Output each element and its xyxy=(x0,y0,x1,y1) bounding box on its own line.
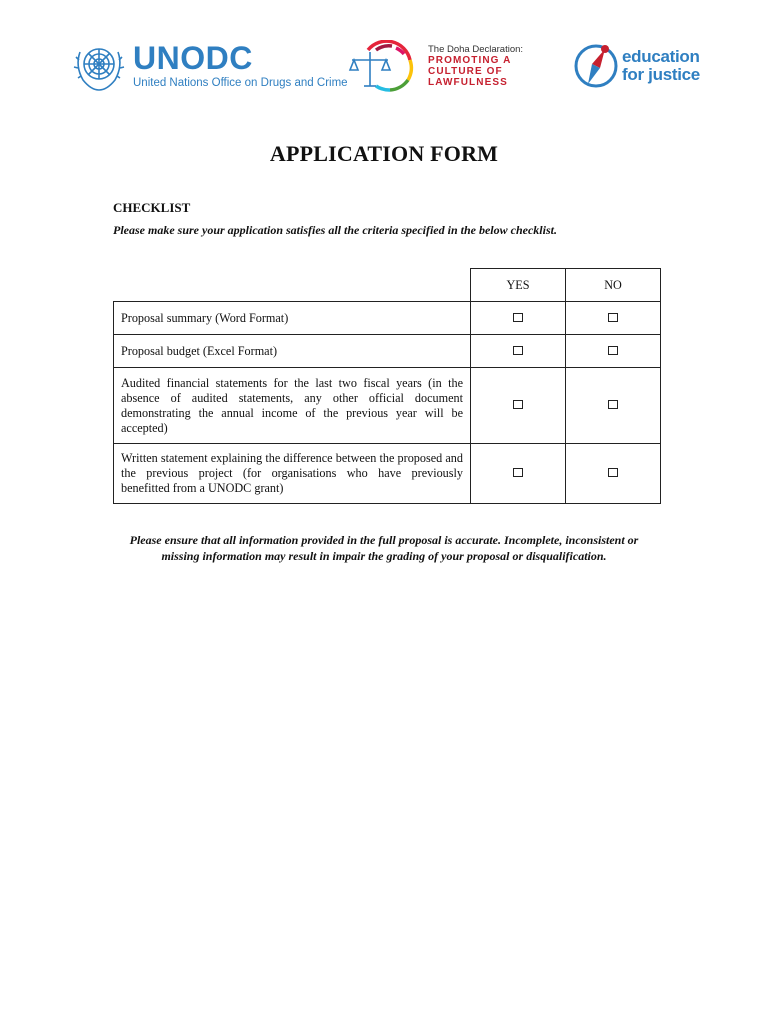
doha-line-2: CULTURE OF xyxy=(428,66,503,77)
e4j-compass-icon xyxy=(572,40,620,92)
doha-line-3: LAWFULNESS xyxy=(428,77,508,88)
unodc-full-name: United Nations Office on Drugs and Crime xyxy=(133,77,348,89)
checkbox-icon[interactable] xyxy=(513,346,523,355)
table-row xyxy=(114,335,661,368)
column-header-yes: YES xyxy=(471,269,566,302)
checkbox-icon[interactable] xyxy=(608,313,618,322)
criterion-label: Proposal budget (Excel Format) xyxy=(114,335,471,368)
checkbox-icon[interactable] xyxy=(608,346,618,355)
checkbox-icon[interactable] xyxy=(608,468,618,477)
column-header-no: NO xyxy=(566,269,661,302)
unodc-logo xyxy=(71,38,348,94)
doha-declaration-logo xyxy=(346,40,523,92)
page-title: APPLICATION FORM xyxy=(269,141,499,166)
checkbox-icon[interactable] xyxy=(513,400,523,409)
table-row xyxy=(114,368,661,444)
un-emblem-icon xyxy=(71,38,127,94)
table-row xyxy=(114,444,661,504)
checkbox-icon[interactable] xyxy=(513,313,523,322)
e4j-line-2: for justice xyxy=(622,65,700,84)
header-logos xyxy=(0,36,768,100)
table-row xyxy=(114,302,661,335)
checklist-instruction: Please make sure your application satisfies all the criteria specified in the below checklist. xyxy=(113,223,557,237)
criterion-label: Written statement explaining the difference between the proposed and the previous project (for organisations who have previously benefitted from a UNODC grant) xyxy=(114,444,471,504)
criterion-label: Audited financial statements for the last two fiscal years (in the absence of audited statements, any other official document demonstrating the annual income of the previous year will be accepted) xyxy=(114,368,471,444)
unodc-acronym: UNODC xyxy=(133,40,253,76)
criterion-label: Proposal summary (Word Format) xyxy=(114,302,471,335)
education-for-justice-logo xyxy=(572,40,700,92)
e4j-line-1: education xyxy=(622,47,700,66)
doha-line-1: PROMOTING A xyxy=(428,55,512,66)
table-corner xyxy=(114,269,471,302)
checkbox-icon[interactable] xyxy=(513,468,523,477)
accuracy-note: Please ensure that all information provided in the full proposal is accurate. Incomplete, inconsistent or missing information may result in impair the grading of your proposal or disqualification. xyxy=(129,533,639,563)
doha-subtitle: The Doha Declaration: xyxy=(428,44,524,55)
checkbox-icon[interactable] xyxy=(608,400,618,409)
doha-emblem-icon xyxy=(346,40,422,92)
checklist-table xyxy=(113,268,661,504)
checklist-heading: CHECKLIST xyxy=(113,200,191,215)
table-header-row xyxy=(114,269,661,302)
